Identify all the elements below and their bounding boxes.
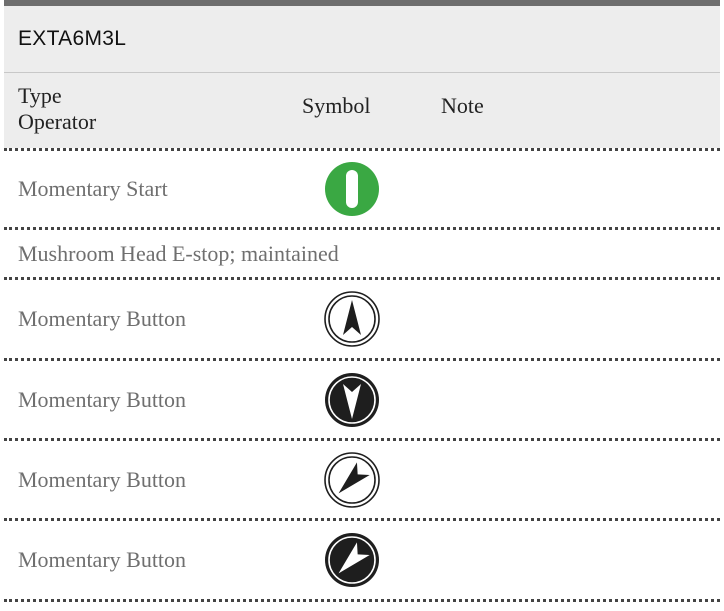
table-title: EXTA6M3L xyxy=(4,6,720,72)
column-header-row xyxy=(4,72,720,148)
header-type-operator xyxy=(18,83,96,135)
header-type-line1: Type xyxy=(18,83,62,108)
arrow-diagonal-outline-icon xyxy=(324,452,380,508)
table-row xyxy=(4,521,720,599)
row-type-label: Mushroom Head E-stop; maintained xyxy=(18,240,339,266)
table-row xyxy=(4,441,720,518)
arrow-down-filled-icon xyxy=(324,372,380,428)
row-type-label: Momentary Button xyxy=(18,547,187,572)
table-row xyxy=(4,151,720,227)
header-note: Note xyxy=(441,93,484,118)
table-row xyxy=(4,230,720,277)
table-row xyxy=(4,361,720,438)
row-type-label: Momentary Button xyxy=(18,466,187,492)
row-divider xyxy=(4,599,720,602)
table-row xyxy=(4,280,720,358)
arrow-diagonal-filled-icon xyxy=(324,532,380,588)
row-type-label: Momentary Button xyxy=(18,386,187,412)
header-type-line2: Operator xyxy=(18,109,97,134)
row-type-label: Momentary Button xyxy=(18,306,187,331)
green-start-button-icon xyxy=(324,161,380,217)
header-symbol: Symbol xyxy=(302,93,371,118)
arrow-up-outline-icon xyxy=(324,291,380,347)
row-type-label: Momentary Start xyxy=(18,176,168,201)
operator-table xyxy=(4,0,720,602)
